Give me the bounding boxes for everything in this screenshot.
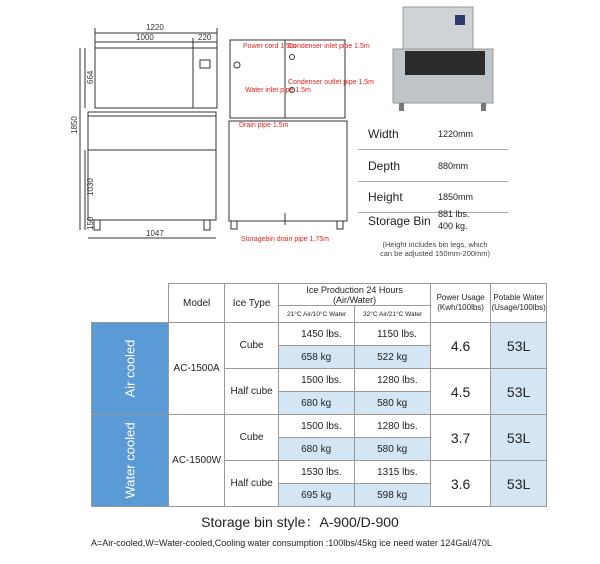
ice-half-1: Half cube [225,369,279,415]
spec-bin-label: Storage Bin [368,214,431,228]
spec-note-2: can be adjusted 150mm-200mm) [379,249,491,258]
side-water-cooled [92,415,169,507]
header-water-1: Potable Water [493,293,544,302]
note-storage-drain: Storagebin drain pipe 1.75m [241,236,329,243]
spec-depth-label: Depth [368,159,401,173]
note-cond-inlet: Condenser inlet pipe 1.5m [288,43,370,50]
storage-bin-caption: Storage bin style：A-900/D-900 [201,514,399,530]
spec-note-1: (Height includes bin legs, which [382,240,488,249]
cell-r8-c2: 598 kg [355,484,431,507]
spec-height-value: 1850mm [438,192,474,202]
note-power-cord: Power cord 1.5m [243,43,296,50]
dim-width-inner: 1000 [136,33,154,42]
ice-cube-2: Cube [225,415,279,461]
spec-width-label: Width [368,127,399,141]
spec-depth [358,147,508,182]
note-water-inlet: Water inlet pipe 1.5m [245,87,311,94]
water-4: 53L [491,461,547,507]
cell-r7-c2: 1315 lbs. [355,461,431,484]
dim-h-total: 1850 [70,116,79,134]
header-cond-2: 32°C Air/21°C Water [355,306,431,323]
model-w: AC-1500W [169,415,225,507]
ice-machine-photo [385,3,503,115]
header-production-2: (Air/Water) [333,294,377,305]
spec-bin-value-2: 400 kg. [438,221,468,231]
header-model: Model [169,284,225,323]
side-air-label: Air cooled [122,339,138,398]
note-cond-outlet: Condenser outlet pipe 1.5m [288,79,374,86]
header-production [279,284,431,306]
cell-r6-c1: 680 kg [279,438,355,461]
spec-width-value: 1220mm [438,129,474,139]
header-power [431,284,491,323]
cell-r5-c2: 1280 lbs. [355,415,431,438]
cell-r3-c1: 1500 lbs. [279,369,355,392]
side-air-cooled [92,323,169,415]
back-connection-drawing [225,35,374,245]
header-water [491,284,547,323]
note-drain: Drain pipe 1.5m [239,122,289,129]
cell-r6-c2: 580 kg [355,438,431,461]
production-table [91,283,547,507]
cell-r4-c1: 680 kg [279,392,355,415]
power-1: 4.6 [431,323,491,369]
cell-r8-c1: 695 kg [279,484,355,507]
header-cond-1: 21°C Air/10°C Water [279,306,355,323]
spec-bin-value-1: 881 lbs. [438,209,470,219]
cell-r2-c2: 522 kg [355,346,431,369]
dim-width-side: 220 [198,33,212,42]
spec-height-label: Height [368,190,403,204]
power-2: 4.5 [431,369,491,415]
cell-r3-c2: 1280 lbs. [355,369,431,392]
spec-bin [358,205,508,235]
header-ice-type: Ice Type [225,284,279,323]
cell-r1-c1: 1450 lbs. [279,323,355,346]
dim-h-body: 1030 [86,178,95,196]
header-production-1: Ice Production 24 Hours [306,284,403,295]
ice-half-2: Half cube [225,461,279,507]
cell-r5-c1: 1500 lbs. [279,415,355,438]
dim-w-base: 1047 [146,229,164,238]
water-3: 53L [491,415,547,461]
side-water-label: Water cooled [122,422,138,499]
dim-width-total: 1220 [146,23,164,32]
spec-width [358,115,508,150]
cell-r4-c2: 580 kg [355,392,431,415]
dim-h-legs: 150 [86,216,95,230]
ice-cube-1: Cube [225,323,279,369]
model-a: AC-1500A [169,323,225,415]
dim-h-top: 664 [86,70,95,84]
header-power-1: Power Usage [436,293,485,302]
spec-depth-value: 880mm [438,161,469,171]
footnote: A=Air-cooled,W=Water-cooled,Cooling water consumption :100lbs/45kg ice need water 124Gal/470L [91,538,492,548]
power-3: 3.7 [431,415,491,461]
water-2: 53L [491,369,547,415]
water-1: 53L [491,323,547,369]
cell-r1-c2: 1150 lbs. [355,323,431,346]
cell-r7-c1: 1530 lbs. [279,461,355,484]
header-water-2: (Usage/100lbs) [491,303,546,312]
cell-r2-c1: 658 kg [279,346,355,369]
header-power-2: (Kwh/100lbs) [437,303,484,312]
power-4: 3.6 [431,461,491,507]
